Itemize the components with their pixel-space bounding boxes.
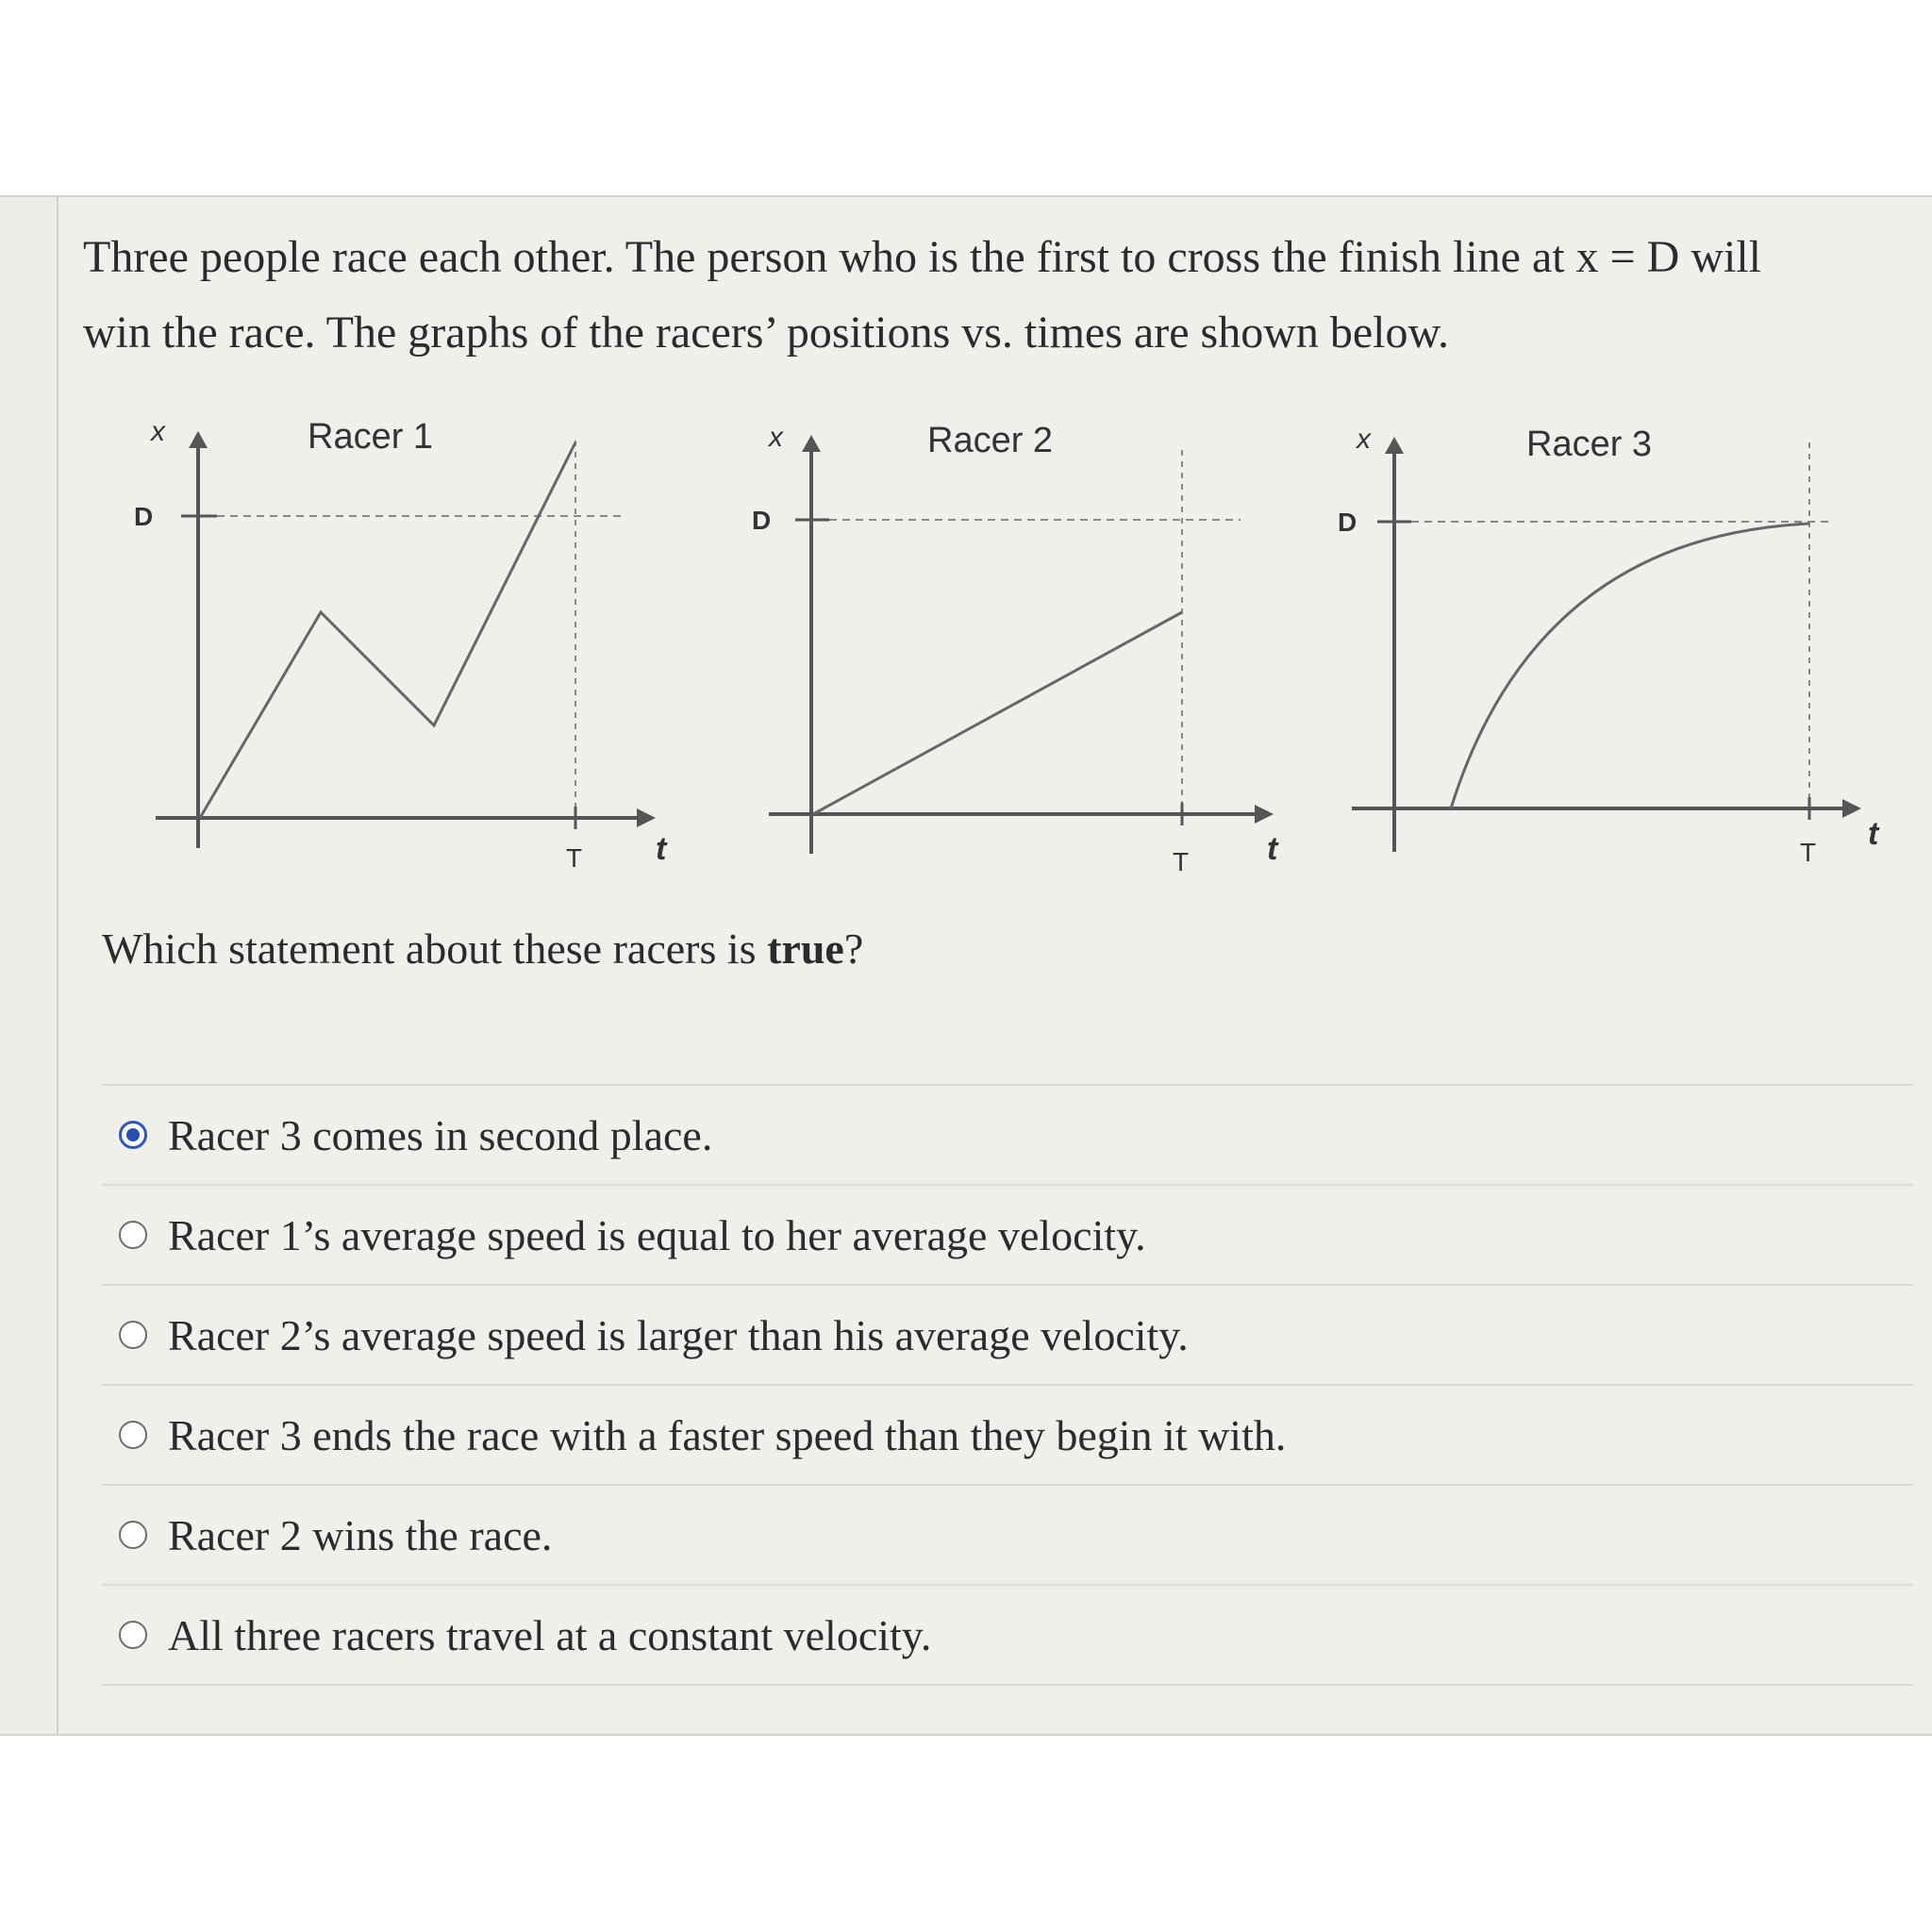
radio-button[interactable] bbox=[119, 1421, 147, 1449]
graph-racer-2-svg bbox=[731, 414, 1297, 905]
graph-racer-1-svg bbox=[113, 414, 679, 905]
graph-racer-3-svg bbox=[1319, 414, 1885, 905]
x-axis-label: t bbox=[656, 831, 667, 867]
y-axis-label: x bbox=[1357, 424, 1371, 455]
t-mark-label: T bbox=[566, 843, 583, 873]
y-axis-arrow-icon bbox=[1385, 437, 1404, 454]
x-axis-arrow-icon bbox=[637, 808, 656, 827]
option-4[interactable] bbox=[102, 1386, 1913, 1486]
y-axis-label: x bbox=[151, 416, 165, 447]
x-axis-label: t bbox=[1868, 816, 1879, 852]
graph-title: Racer 1 bbox=[308, 417, 434, 457]
x-axis-label: t bbox=[1267, 831, 1278, 867]
option-1[interactable] bbox=[102, 1084, 1913, 1186]
option-3[interactable] bbox=[102, 1286, 1913, 1386]
x-axis-arrow-icon bbox=[1842, 799, 1861, 818]
graph-racer-2 bbox=[731, 414, 1297, 905]
radio-button[interactable] bbox=[119, 1221, 147, 1249]
radio-button[interactable] bbox=[119, 1321, 147, 1349]
t-mark-label: T bbox=[1173, 847, 1190, 876]
radio-button[interactable] bbox=[119, 1521, 147, 1549]
racer-1-position-line bbox=[200, 442, 575, 818]
option-2-label: Racer 1’s average speed is equal to her average velocity. bbox=[168, 1210, 1146, 1259]
question-text bbox=[83, 220, 1932, 371]
x-axis-arrow-icon bbox=[1255, 805, 1274, 824]
graph-racer-1 bbox=[113, 414, 679, 905]
d-label: D bbox=[134, 502, 154, 531]
graph-racer-3 bbox=[1319, 414, 1885, 905]
answer-options bbox=[102, 1084, 1913, 1686]
y-axis-arrow-icon bbox=[189, 431, 208, 448]
d-label: D bbox=[1338, 508, 1357, 537]
prompt-after: ? bbox=[843, 924, 864, 973]
prompt-text bbox=[102, 924, 863, 974]
option-2[interactable] bbox=[102, 1186, 1913, 1286]
radio-button[interactable] bbox=[119, 1621, 147, 1649]
question-panel bbox=[0, 195, 1932, 1736]
y-axis-label: x bbox=[769, 422, 783, 453]
panel-left-edge bbox=[0, 197, 58, 1734]
option-3-label: Racer 2’s average speed is larger than his average velocity. bbox=[168, 1310, 1189, 1359]
option-5[interactable] bbox=[102, 1486, 1913, 1586]
t-mark-label: T bbox=[1800, 838, 1817, 867]
option-5-label: Racer 2 wins the race. bbox=[168, 1510, 553, 1559]
racer-3-position-curve bbox=[1451, 524, 1809, 808]
radio-button-selected[interactable] bbox=[119, 1121, 147, 1149]
option-6-label: All three racers travel at a constant velocity. bbox=[168, 1610, 932, 1659]
option-4-label: Racer 3 ends the race with a faster speed than they begin it with. bbox=[168, 1410, 1287, 1459]
prompt-before: Which statement about these racers is bbox=[102, 924, 768, 973]
option-6[interactable] bbox=[102, 1586, 1913, 1686]
y-axis-arrow-icon bbox=[802, 435, 821, 452]
question-line-1: Three people race each other. The person who is the first to cross the finish line at x = D will bbox=[83, 232, 1761, 282]
graph-title: Racer 2 bbox=[927, 421, 1054, 460]
racer-2-position-line bbox=[813, 612, 1182, 814]
question-line-2: win the race. The graphs of the racers’ positions vs. times are shown below. bbox=[83, 308, 1450, 358]
option-1-label: Racer 3 comes in second place. bbox=[168, 1110, 713, 1159]
prompt-bold: true bbox=[767, 924, 844, 973]
d-label: D bbox=[752, 506, 772, 535]
graphs-row bbox=[113, 414, 1924, 905]
graph-title: Racer 3 bbox=[1526, 425, 1653, 464]
